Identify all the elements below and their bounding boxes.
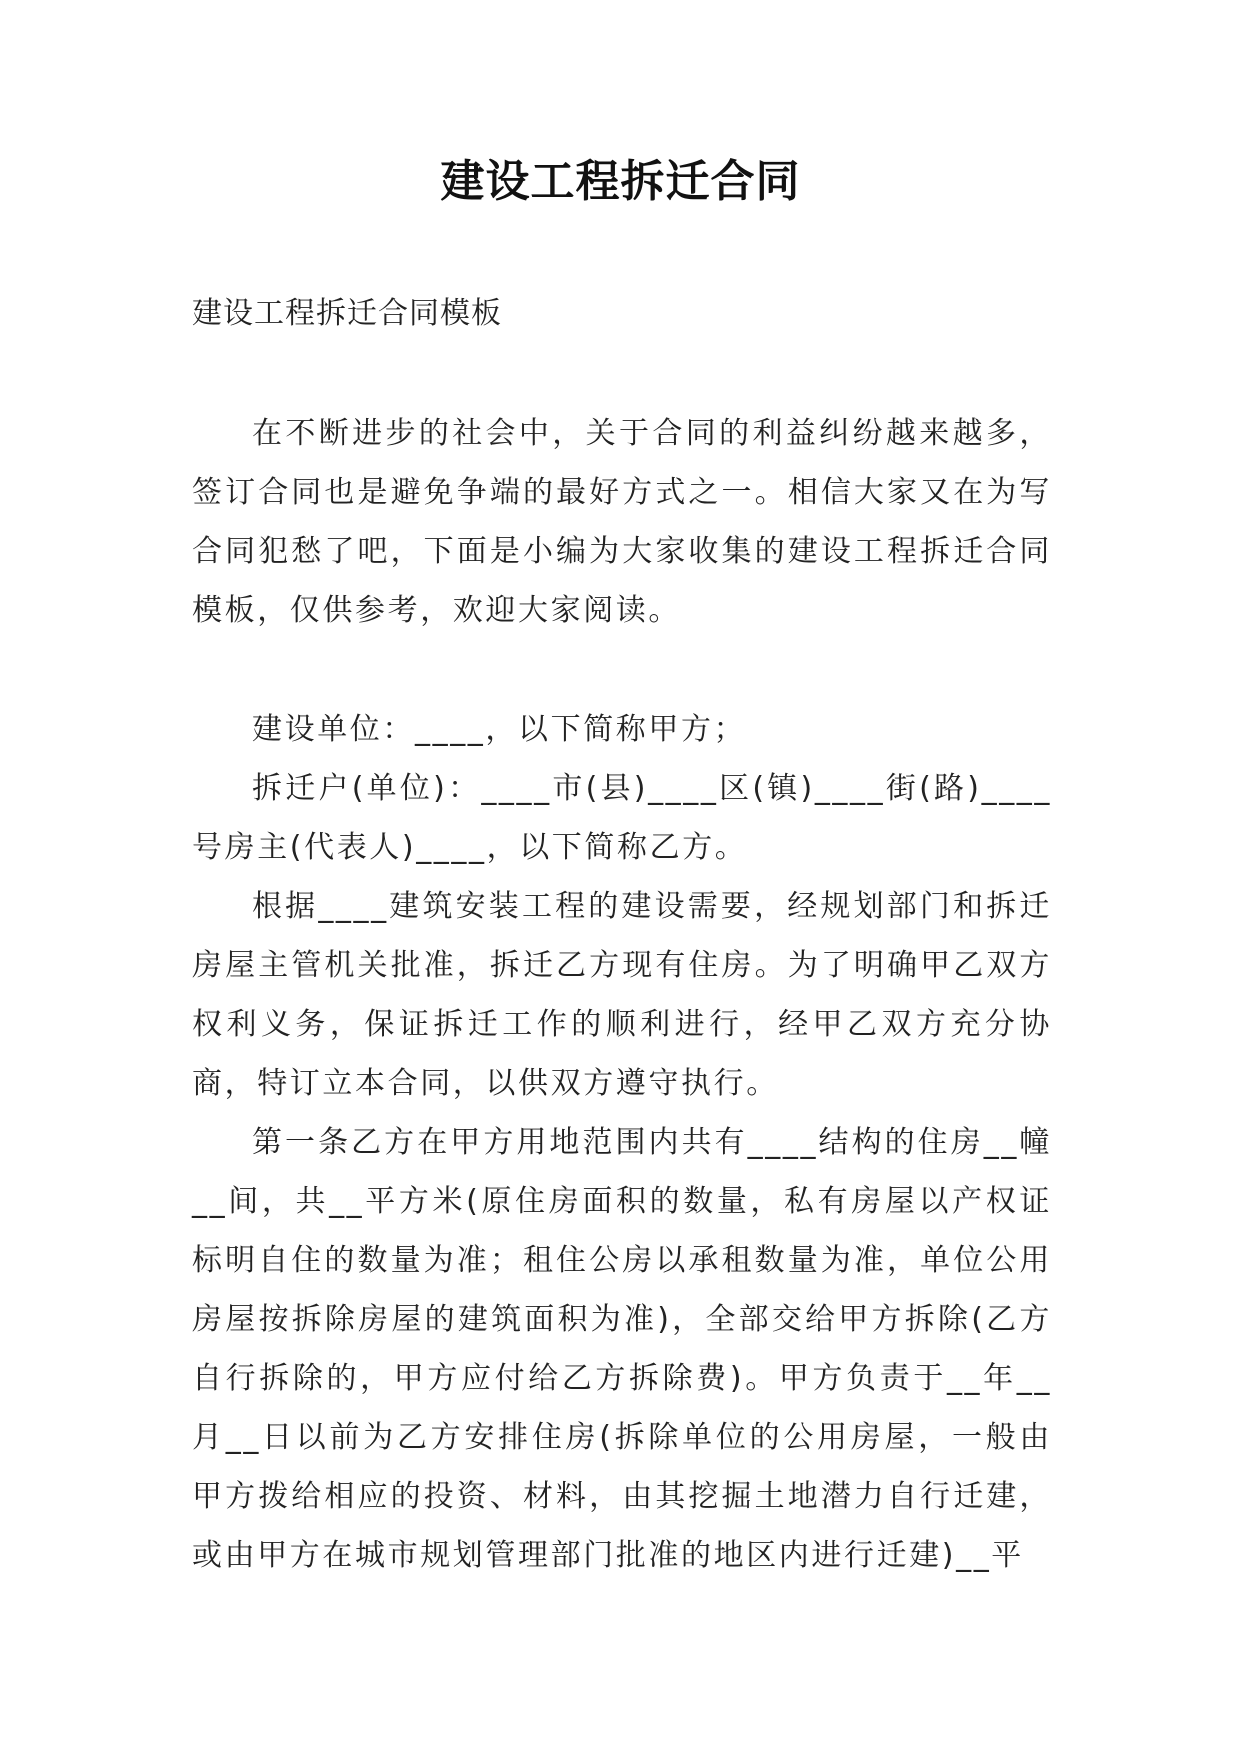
document-title: 建设工程拆迁合同 (440, 156, 801, 207)
party-a-paragraph: 建设单位：____，以下简称甲方； (252, 712, 747, 747)
article-one-paragraph: 第一条乙方在甲方用地范围内共有____结构的住房__幢__间，共__平方米(原住房面积的数量，私有房屋以产权证标明自住的数量为准；租住公房以承租数量为准，单位公用房屋按拆除房屋的建筑面积为准)，全部交给甲方拆除(乙方自行拆除的，甲方应付给乙方拆除费)。甲方负责于__年__月__日以前为乙方安排住房(拆除单位的公用房屋，一般由甲方拨给相应的投资、材料，由其挖掘土地潜力自行迁建，或由甲方在城市规划管理部门批准的地区内进行迁建)__平 (192, 1125, 1052, 1573)
document-body (192, 404, 1052, 1585)
intro-paragraph: 在不断进步的社会中，关于合同的利益纠纷越来越多，签订合同也是避免争端的最好方式之一。相信大家又在为写合同犯愁了吧，下面是小编为大家收集的建设工程拆迁合同模板，仅供参考，欢迎大家阅读。 (192, 416, 1052, 628)
party-b-paragraph: 拆迁户(单位)：____市(县)____区(镇)____街(路)____号房主(代表人)____，以下简称乙方。 (192, 771, 1052, 865)
document-subtitle: 建设工程拆迁合同模板 (192, 296, 502, 331)
basis-paragraph: 根据____建筑安装工程的建设需要，经规划部门和拆迁房屋主管机关批准，拆迁乙方现有住房。为了明确甲乙双方权利义务，保证拆迁工作的顺利进行，经甲乙双方充分协商，特订立本合同，以供双方遵守执行。 (192, 889, 1052, 1101)
